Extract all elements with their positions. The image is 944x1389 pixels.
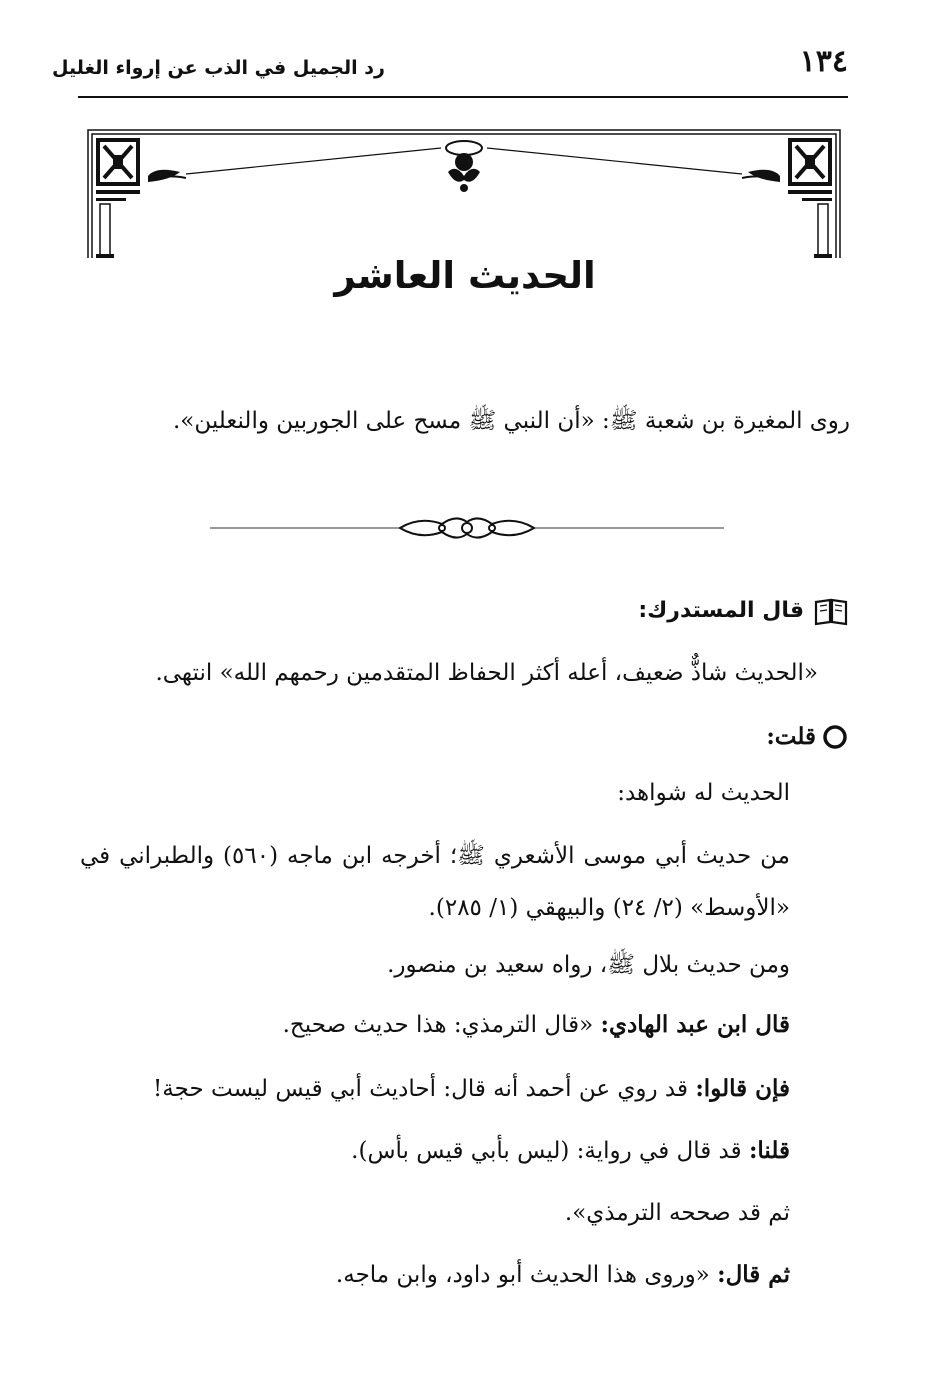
reply-paragraph-3: ومن حديث بلال ﷺ، رواه سعيد بن منصور. [387,952,790,978]
reply-paragraph-4-label: قال ابن عبد الهادي: [600,1011,790,1038]
reply-paragraph-7: ثم قد صححه الترمذي». [564,1200,790,1226]
header-rule [78,96,848,98]
reply-paragraph-5 [153,1064,790,1114]
hadith-text: روى المغيرة بن شعبة ﷺ: «أن النبي ﷺ مسح على الجوربين والنعلين». [172,408,850,434]
reply-paragraph-2-text: من حديث أبي موسى الأشعري ﷺ؛ أخرجه ابن ماجه (٥٦٠) والطبراني في «الأوسط» (٢/ ٢٤) والبيهقي (١/ ٢٨٥). [80,843,790,921]
section-divider [210,508,724,548]
mustadrak-quote: «الحديث شاذٌّ ضعيف، أعله أكثر الحفاظ المتقدمين رحمهم الله» انتهى. [155,660,818,686]
book-icon [814,596,848,626]
running-title: رد الجميل في الذب عن إرواء الغليل [52,57,385,79]
reply-paragraph-8-label: ثم قال: [717,1261,790,1288]
chapter-ornament [86,128,842,263]
chapter-title: الحديث العاشر [334,254,596,297]
right-corner-motif [788,138,832,258]
reply-paragraph-1: الحديث له شواهد: [617,780,790,806]
reply-paragraph-8-text: «وروى هذا الحديث أبو داود، وابن ماجه. [335,1262,710,1288]
reply-paragraph-5-text: قد روي عن أحمد أنه قال: أحاديث أبي قيس ليست حجة! [153,1076,688,1102]
reply-paragraph-8 [336,1250,790,1300]
reply-paragraph-6 [351,1126,790,1176]
reply-paragraph-4 [283,1000,790,1050]
reply-paragraph-4-text: «قال الترمذي: هذا حديث صحيح. [282,1012,594,1038]
reply-paragraph-2 [80,830,850,934]
reply-paragraph-6-label: قلنا: [748,1137,790,1164]
reply-paragraph-6-text: قد قال في رواية: (ليس بأبي قيس بأس). [351,1138,742,1164]
mustadrak-heading: قال المستدرك: [638,598,804,623]
page-number: ١٣٤ [799,44,848,79]
reply-heading: قلت: [766,723,816,750]
left-corner-motif [96,138,140,258]
reply-paragraph-5-label: فإن قالوا: [695,1075,790,1102]
center-pendant [446,141,482,192]
circle-bullet-icon [822,724,848,750]
